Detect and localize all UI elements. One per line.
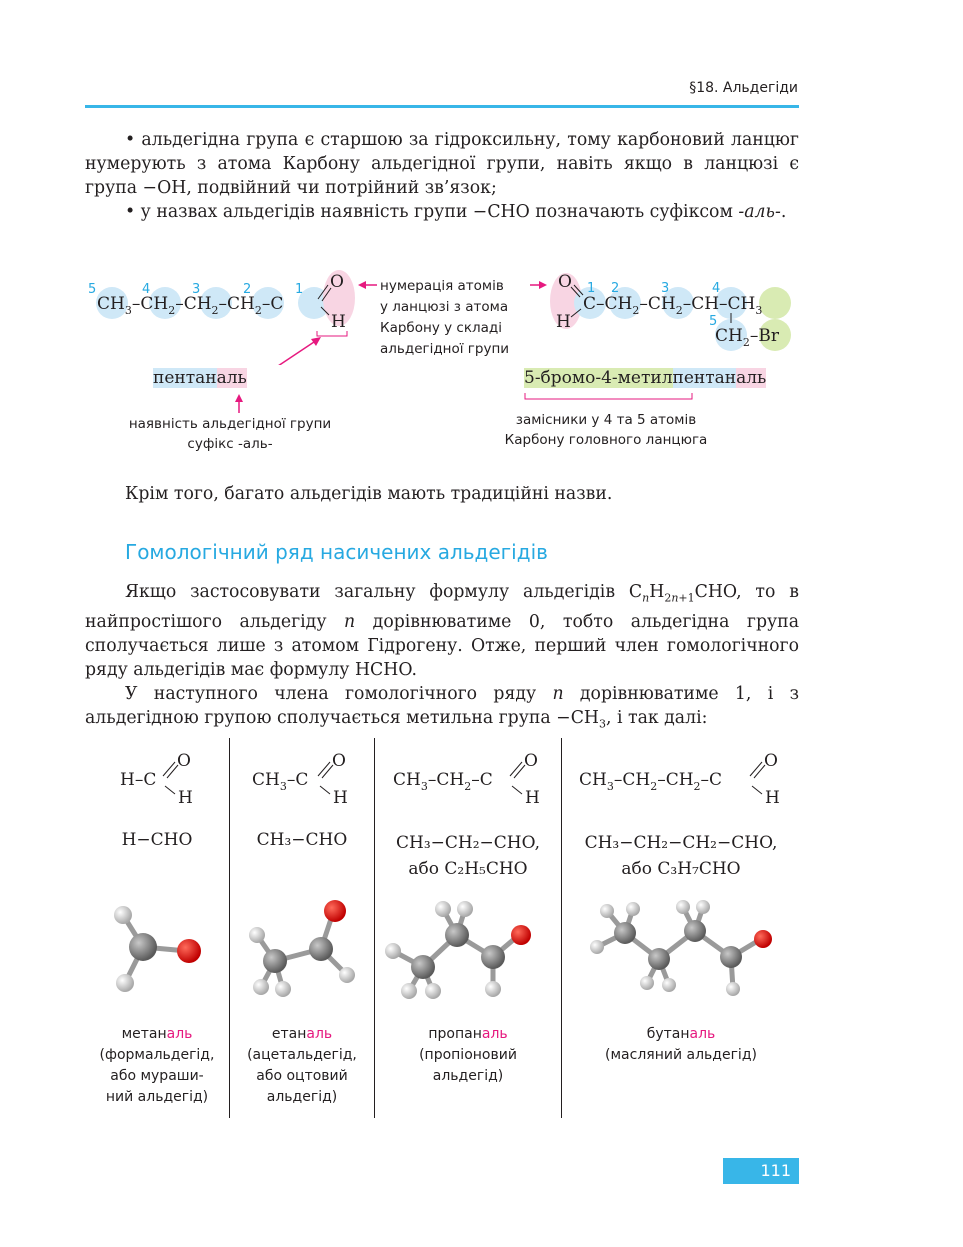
svg-text:O: O xyxy=(764,751,778,771)
intro-text xyxy=(85,128,799,224)
left-num-4: 4 xyxy=(142,282,151,297)
svg-text:CH3–CH2–CH2–C: $CH_3-CH_2-CH_2-C$ xyxy=(579,770,723,793)
svg-text:H: H xyxy=(178,788,193,808)
structure-butanal xyxy=(579,751,780,808)
left-num-1: 1 xyxy=(295,282,304,297)
svg-text:CH3–C: $CH_3-C$ xyxy=(252,770,309,793)
svg-text:O: O xyxy=(330,272,344,292)
svg-text:CH2–Br: $CH_2-Br$ xyxy=(715,326,779,349)
svg-text:O: O xyxy=(177,751,191,771)
caption-ethanal: етаналь (ацетальдегід, або оцтовий альдегід) xyxy=(247,1026,357,1105)
right-num-3: 3 xyxy=(661,281,670,296)
svg-text:O: O xyxy=(558,272,572,292)
right-num-2: 2 xyxy=(611,281,620,296)
left-num-5: 5 xyxy=(88,282,97,297)
svg-text:C–CH2–CH2–CH–CH3: $C-CH_2-CH_2-CH-CH_3$ xyxy=(583,294,763,317)
svg-text:H: H xyxy=(525,788,540,808)
right-num-4: 4 xyxy=(712,281,721,296)
bullet-1: • альдегідна група є старшою за гідроксильну, тому карбоновий ланцюг нумерують з атома Карбону альдегідної групи, навіть якщо в ланцюзі є група −OH, подвійний чи потрійний зв’язок; xyxy=(85,130,799,198)
running-header: §18. Альдегіди xyxy=(689,80,798,96)
condensed-ethanal: CH₃−CHO xyxy=(256,830,348,850)
svg-text:O: O xyxy=(332,751,346,771)
svg-text:H: H xyxy=(556,312,571,332)
right-num-5: 5 xyxy=(709,314,718,329)
condensed-propanal: CH₃−CH₂−CHO, або C₂H₅CHO xyxy=(396,833,540,879)
right-num-1: 1 xyxy=(587,281,596,296)
substituent-bracket xyxy=(524,392,694,402)
homolog-text xyxy=(85,580,799,737)
caption-butanal: бутаналь (масляний альдегід) xyxy=(605,1026,757,1063)
homolog-p1: Якщо застосовувати загальну формулу альдегідів $C_nH_{2n+1}CHO$, то в найпростішого альдегіду n дорівнюватиме 0, тобто альдегідна група сполучається лише з атомом Гідрогену. Отже, перший член гомологічного ряду альдегідів має формулу HCHO. xyxy=(85,582,799,681)
name-pentanal: пентаналь xyxy=(153,368,247,388)
condensed-methanal: H−CHO xyxy=(121,830,193,850)
svg-text:H: H xyxy=(331,312,346,332)
left-num-2: 2 xyxy=(243,282,252,297)
structure-methanal xyxy=(120,751,193,808)
traditional-names-text: Крім того, багато альдегідів мають традиційні назви. xyxy=(125,484,613,504)
numbering-note: нумерація атомів у ланцюзі з атома Карбону у складі альдегідної групи xyxy=(380,278,510,357)
left-note: наявність альдегідної групи суфікс -аль- xyxy=(128,416,332,452)
structure-propanal xyxy=(393,751,540,808)
arrow-up-icon xyxy=(232,393,246,415)
structure-ethanal xyxy=(252,751,348,808)
page-number: 111 xyxy=(723,1158,799,1184)
right-note: замісники у 4 та 5 атомів Карбону головного ланцюга xyxy=(504,412,708,448)
svg-text:H: H xyxy=(765,788,780,808)
svg-text:O: O xyxy=(524,751,538,771)
caption-propanal: пропаналь (пропіоновий альдегід) xyxy=(419,1026,517,1084)
svg-text:H–C: H–C xyxy=(120,770,157,790)
svg-text:H: H xyxy=(333,788,348,808)
condensed-butanal: CH₃−CH₂−CH₂−CHO, або C₃H₇CHO xyxy=(584,833,778,879)
caption-methanal: метаналь (формальдегід, або мураши- ний альдегід) xyxy=(99,1026,215,1105)
homolog-p2: У наступного члена гомологічного ряду n дорівнюватиме 1, і з альдегідною групою сполучається метильна група $-CH_3$, і так далі: xyxy=(85,684,799,731)
bullet-2: • у назвах альдегідів наявність групи −CHO позначають суфіксом -аль-. xyxy=(125,202,787,222)
left-num-3: 3 xyxy=(192,282,201,297)
name-bromo-methyl-pentanal: 5-бромо-4-метилпентаналь xyxy=(524,368,767,388)
svg-text:CH3–CH2–CH2–CH2–C: $CH_3-CH_2-CH_2-CH_2-C$ xyxy=(97,294,284,317)
structural-formulas xyxy=(85,740,800,815)
svg-text:CH3–CH2–C: $CH_3-CH_2-C$ xyxy=(393,770,493,793)
header-rule xyxy=(85,105,799,108)
section-title: Гомологічний ряд насичених альдегідів xyxy=(125,540,548,564)
molecular-models xyxy=(85,895,800,1005)
